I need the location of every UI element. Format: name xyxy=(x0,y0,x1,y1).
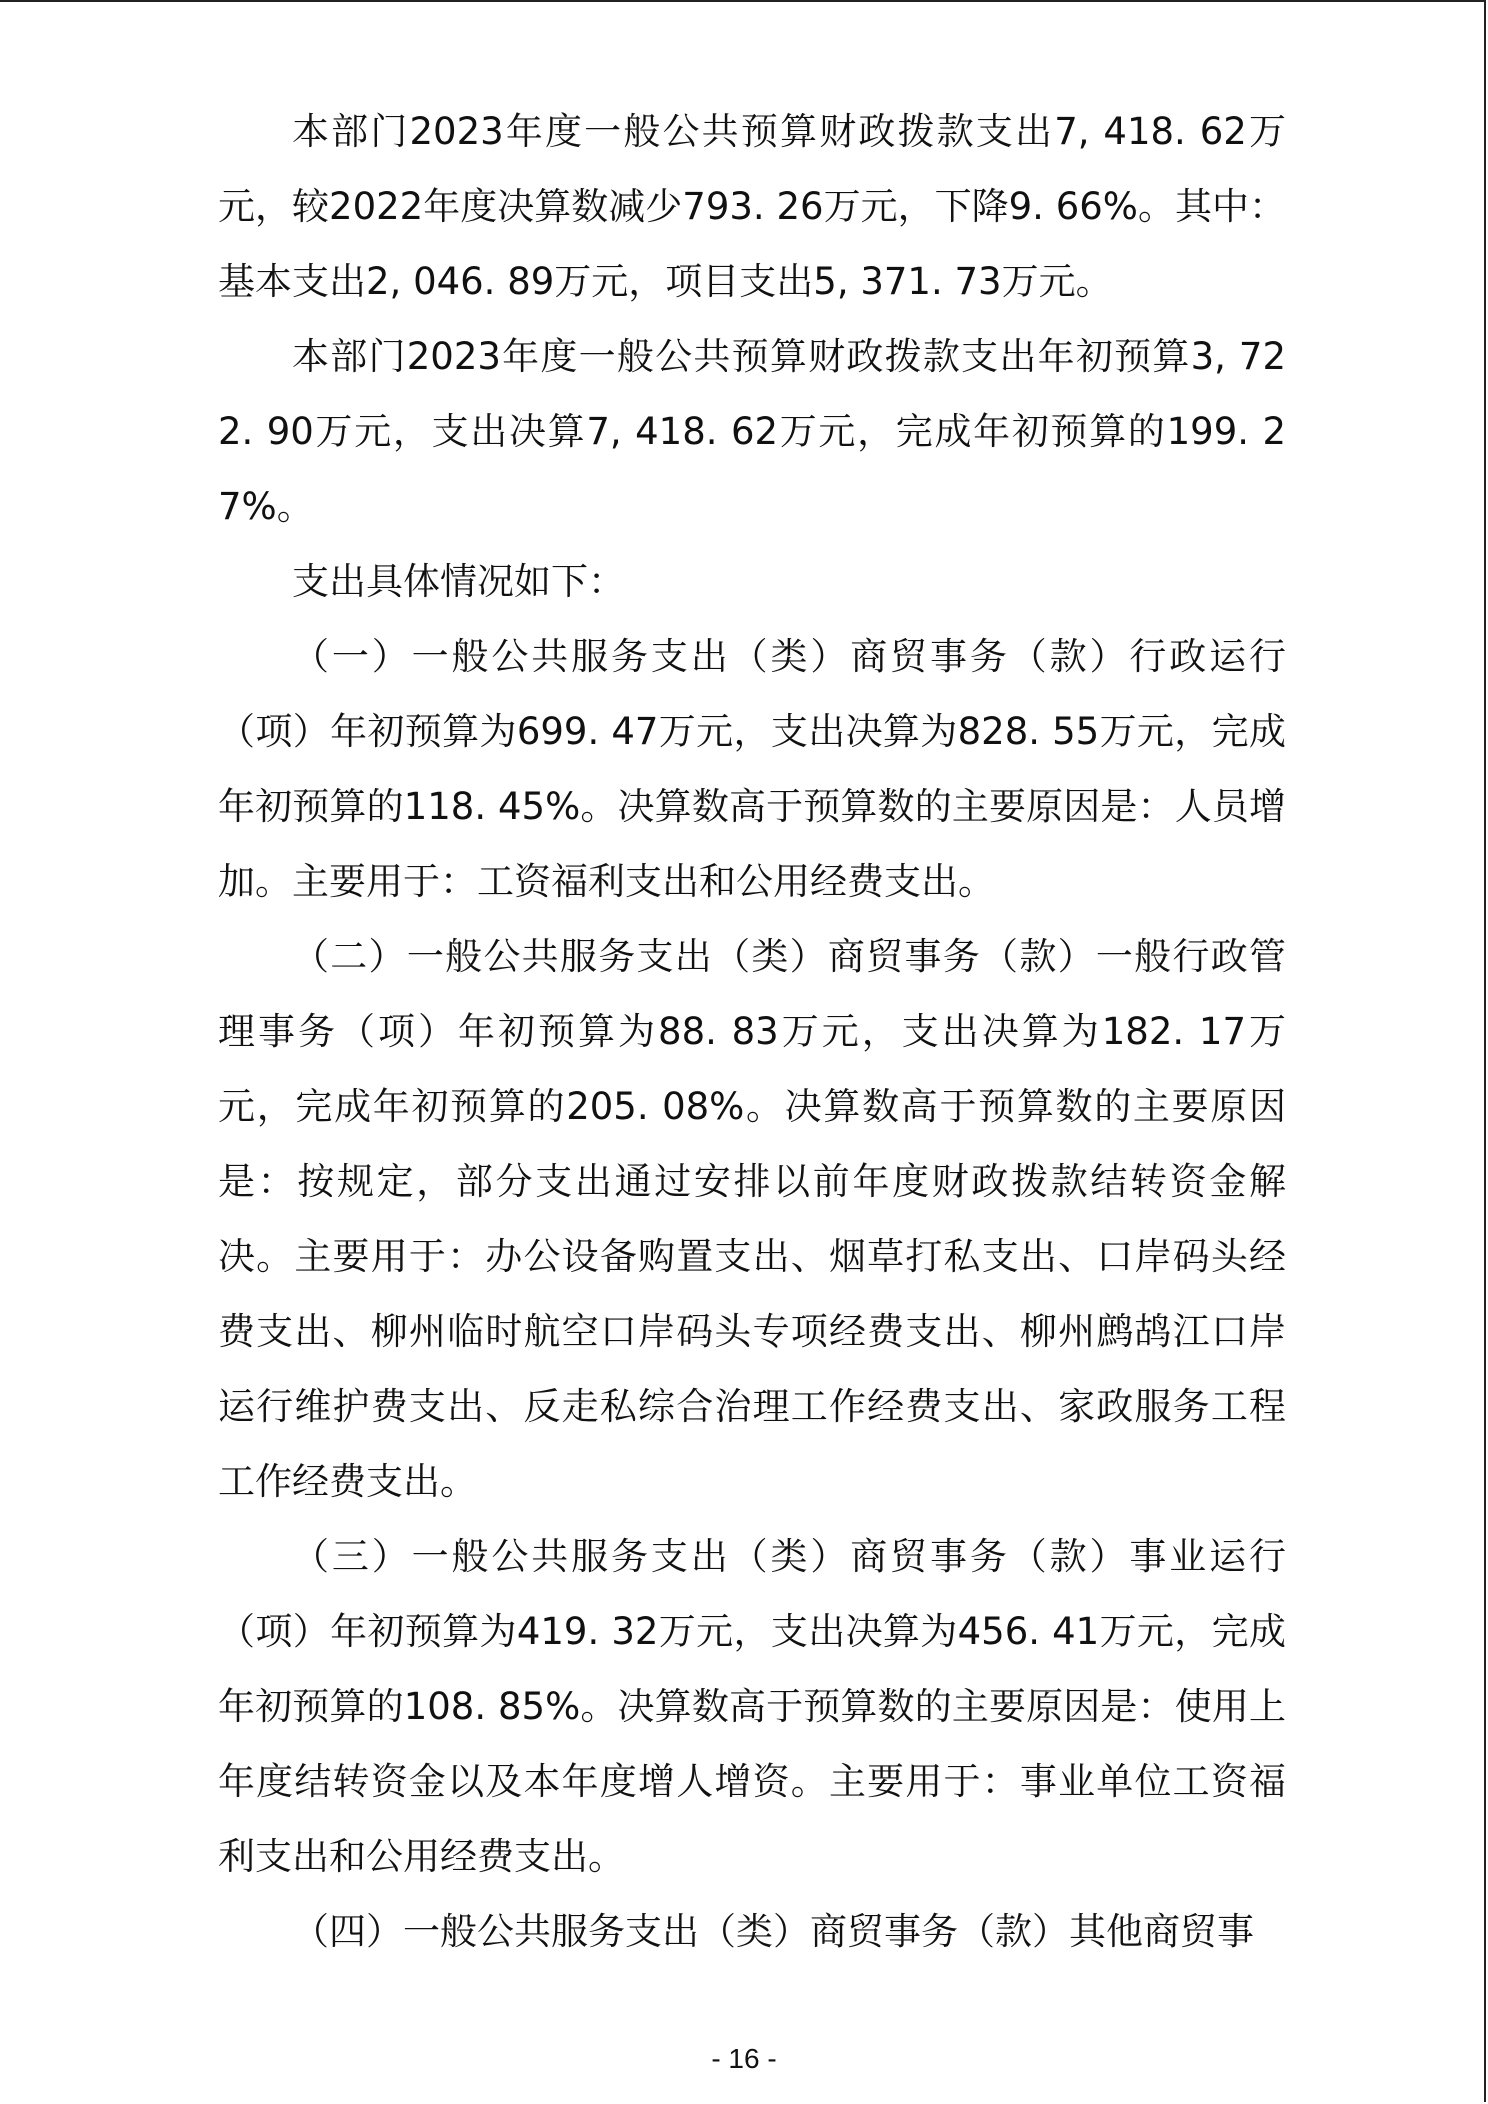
paragraph-item-2: （二）一般公共服务支出（类）商贸事务（款）一般行政管理事务（项）年初预算为88. 83万元，支出决算为182. 17万元，完成年初预算的205. 08%。决算数高于预算数的主要原因是：按规定，部分支出通过安排以前年度财政拨款结转资金解决。主要用于：办公设备购置支出、烟草打私支出、口岸码头经费支出、柳州临时航空口岸码头专项经费支出、柳州鹧鸪江口岸运行维护费支出、反走私综合治理工作经费支出、家政服务工程工作经费支出。 xyxy=(218,935,1286,1503)
paragraph-budget-completion: 本部门2023年度一般公共预算财政拨款支出年初预算3, 722. 90万元，支出决算7, 418. 62万元，完成年初预算的199. 27%。 xyxy=(218,335,1286,528)
paragraph-item-4: （四）一般公共服务支出（类）商贸事务（款）其他商贸事 xyxy=(292,1910,1254,1953)
paragraph-item-1: （一）一般公共服务支出（类）商贸事务（款）行政运行（项）年初预算为699. 47万元，支出决算为828. 55万元，完成年初预算的118. 45%。决算数高于预算数的主要原因是：人员增加。主要用于：工资福利支出和公用经费支出。 xyxy=(218,635,1286,903)
paragraph-expenditure-intro: 支出具体情况如下： xyxy=(292,560,625,603)
paragraph-item-3: （三）一般公共服务支出（类）商贸事务（款）事业运行（项）年初预算为419. 32万元，支出决算为456. 41万元，完成年初预算的108. 85%。决算数高于预算数的主要原因是：使用上年度结转资金以及本年度增人增资。主要用于：事业单位工资福利支出和公用经费支出。 xyxy=(218,1535,1286,1878)
document-body xyxy=(218,94,1286,1969)
page-number: - 16 - xyxy=(711,2043,777,2074)
paragraph-total-expenditure: 本部门2023年度一般公共预算财政拨款支出7, 418. 62万元，较2022年度决算数减少793. 26万元，下降9. 66%。其中：基本支出2, 046. 89万元，项目支出5, 371. 73万元。 xyxy=(218,110,1286,303)
